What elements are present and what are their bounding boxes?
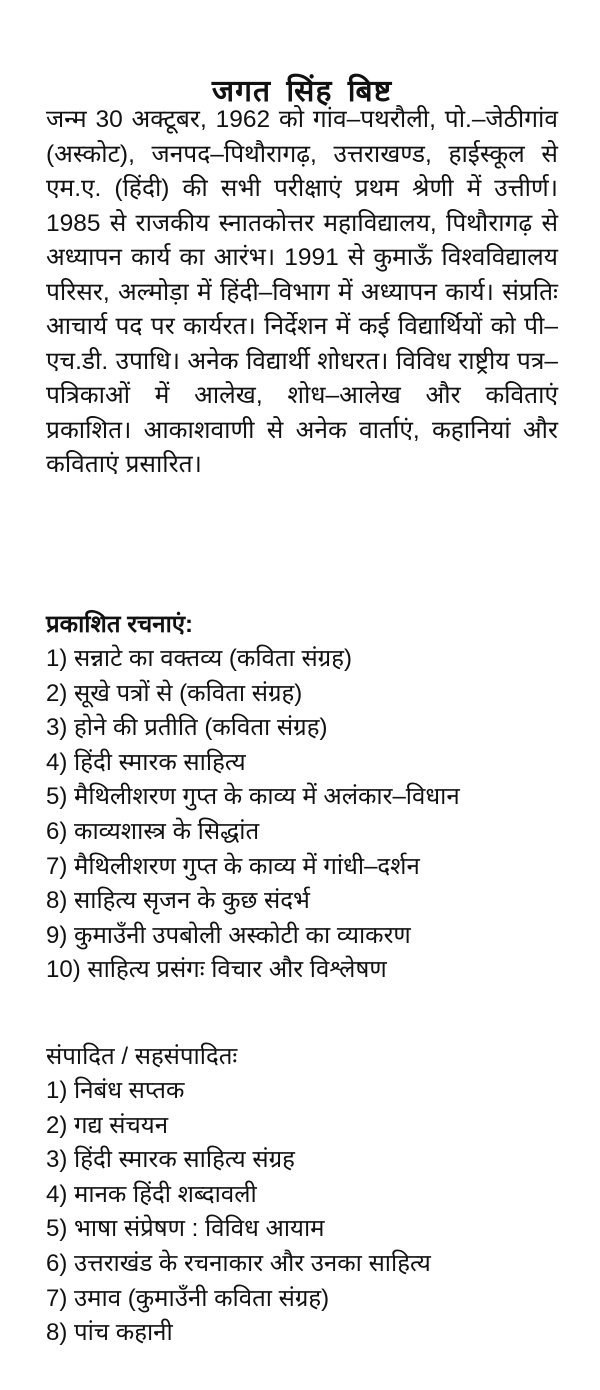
list-item: 4) मानक हिंदी शब्दावली [46, 1180, 257, 1208]
list-item: 7) उमाव (कुमाउँनी कविता संग्रह) [46, 1284, 330, 1312]
list-item: 3) हिंदी स्मारक साहित्य संग्रह [46, 1146, 295, 1174]
list-item: 6) काव्यशास्त्र के सिद्धांत [46, 817, 260, 845]
published-works-list [46, 642, 586, 988]
list-item: 9) कुमाउँनी उपबोली अस्कोटी का व्याकरण [46, 921, 411, 949]
list-item: 4) हिंदी स्मारक साहित्य [46, 748, 246, 776]
list-item: 5) मैथिलीशरण गुप्त के काव्य में अलंकार–विधान [46, 783, 460, 811]
list-item: 8) साहित्य सृजन के कुछ संदर्भ [46, 887, 310, 915]
edited-works-section [46, 1040, 586, 1351]
edited-works-list [46, 1074, 586, 1351]
list-item: 2) सूखे पत्रों से (कविता संग्रह) [46, 679, 303, 707]
list-item: 2) गद्य संचयन [46, 1111, 169, 1139]
list-item: 8) पांच कहानी [46, 1319, 173, 1347]
edited-works-heading: संपादित / सहसंपादितः [46, 1043, 238, 1070]
author-name-title: जगत सिंह बिष्ट [211, 75, 393, 109]
list-item: 1) निबंध सप्तक [46, 1077, 185, 1104]
list-item: 10) साहित्य प्रसंगः विचार और विश्लेषण [46, 956, 387, 984]
published-works-section [46, 608, 586, 988]
list-item: 5) भाषा संप्रेषण : विविध आयाम [46, 1215, 325, 1243]
list-item: 6) उत्तराखंड के रचनाकार और उनका साहित्य [46, 1249, 431, 1277]
list-item: 1) सन्नाटे का वक्तव्य (कविता संग्रह) [46, 645, 352, 672]
published-works-heading: प्रकाशित रचनाएं: [46, 611, 194, 638]
biography-paragraph: जन्म 30 अक्टूबर, 1962 को गांव–पथरौली, पो.–जेठीगांव (अस्कोट), जनपद–पिथौरागढ़, उत्तराखण्ड, हाईस्कूल से एम.ए. (हिंदी) की सभी परीक्षाएं प्रथम श्रेणी में उत्तीर्ण। 1985 से राजकीय स्नातकोत्तर महाविद्यालय, पिथौरागढ़ से अध्यापन कार्य का आरंभ। 1991 से कुमाऊँ विश्वविद्यालय परिसर, अल्मोड़ा में हिंदी–विभाग में अध्यापन कार्य। संप्रतिः आचार्य पद पर कार्यरत। निर्देशन में कई विद्यार्थियों को पी–एच.डी. उपाधि। अनेक विद्यार्थी शोधरत। विविध राष्ट्रीय पत्र–पत्रिकाओं में आलेख, शोध–आलेख और कविताएं प्रकाशित। आकाशवाणी से अनेक वार्ताएं, कहानियां और कविताएं प्रसारित। [46, 106, 558, 478]
list-item: 7) मैथिलीशरण गुप्त के काव्य में गांधी–दर्शन [46, 852, 420, 880]
list-item: 3) होने की प्रतीति (कविता संग्रह) [46, 714, 328, 742]
